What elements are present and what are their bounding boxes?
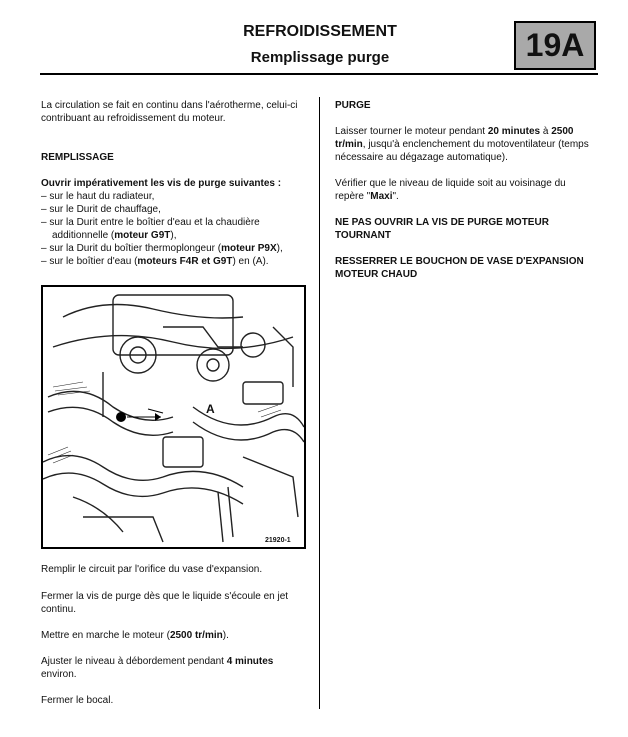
left-column	[41, 99, 306, 268]
instruction-heading: Ouvrir impérativement les vis de purge suivantes :	[41, 178, 282, 189]
engine-illustration	[43, 287, 304, 547]
page-title: REFROIDISSEMENT	[243, 23, 397, 40]
adjust-level-instruction: Ajuster le niveau à débordement pendant 4 minutes environ.	[41, 656, 274, 680]
engine-diagram	[41, 285, 306, 549]
header-divider	[40, 73, 598, 75]
figure-callout-a: A	[206, 402, 215, 416]
list-item: – sur le boîtier d'eau (moteurs F4R et G9T) en (A).	[41, 256, 269, 267]
purge-paragraph: Laisser tourner le moteur pendant 20 minutes à 2500 tr/min, jusqu'à enclenchement du motoventilateur (temps nécessaire au dégazage automatique).	[335, 126, 589, 163]
column-divider	[319, 97, 320, 709]
start-engine-instruction: Mettre en marche le moteur (2500 tr/min).	[41, 630, 229, 641]
list-item: – sur le Durit de chauffage,	[41, 204, 161, 215]
list-item: – sur la Durit entre le boîtier d'eau et la chaudière additionnelle (moteur G9T),	[41, 217, 260, 241]
warning-do-not-open: NE PAS OUVRIR LA VIS DE PURGE MOTEUR TOURNANT	[335, 217, 549, 241]
section-number-badge: 19A	[514, 21, 596, 70]
section-heading-purge: PURGE	[335, 100, 371, 111]
close-screw-instruction: Fermer la vis de purge dès que le liquide s'écoule en jet continu.	[41, 591, 289, 615]
warning-retighten-cap: RESSERRER LE BOUCHON DE VASE D'EXPANSION MOTEUR CHAUD	[335, 256, 584, 280]
list-item: – sur la Durit du boîtier thermoplongeur (moteur P9X),	[41, 243, 283, 254]
level-check-paragraph: Vérifier que le niveau de liquide soit au voisinage du repère "Maxi".	[335, 178, 566, 202]
right-column	[335, 99, 597, 281]
section-heading-remplissage: REMPLISSAGE	[41, 152, 114, 163]
figure-reference: 21920-1	[265, 537, 291, 544]
purge-screw-list	[41, 190, 306, 268]
page-subtitle: Remplissage purge	[250, 49, 390, 66]
close-bowl-instruction: Fermer le bocal.	[41, 695, 114, 706]
fill-instruction: Remplir le circuit par l'orifice du vase d'expansion.	[41, 564, 263, 575]
list-item: – sur le haut du radiateur,	[41, 191, 155, 202]
intro-paragraph: La circulation se fait en continu dans l'aérotherme, celui-ci contribuant au refroidissement du moteur.	[41, 100, 298, 124]
